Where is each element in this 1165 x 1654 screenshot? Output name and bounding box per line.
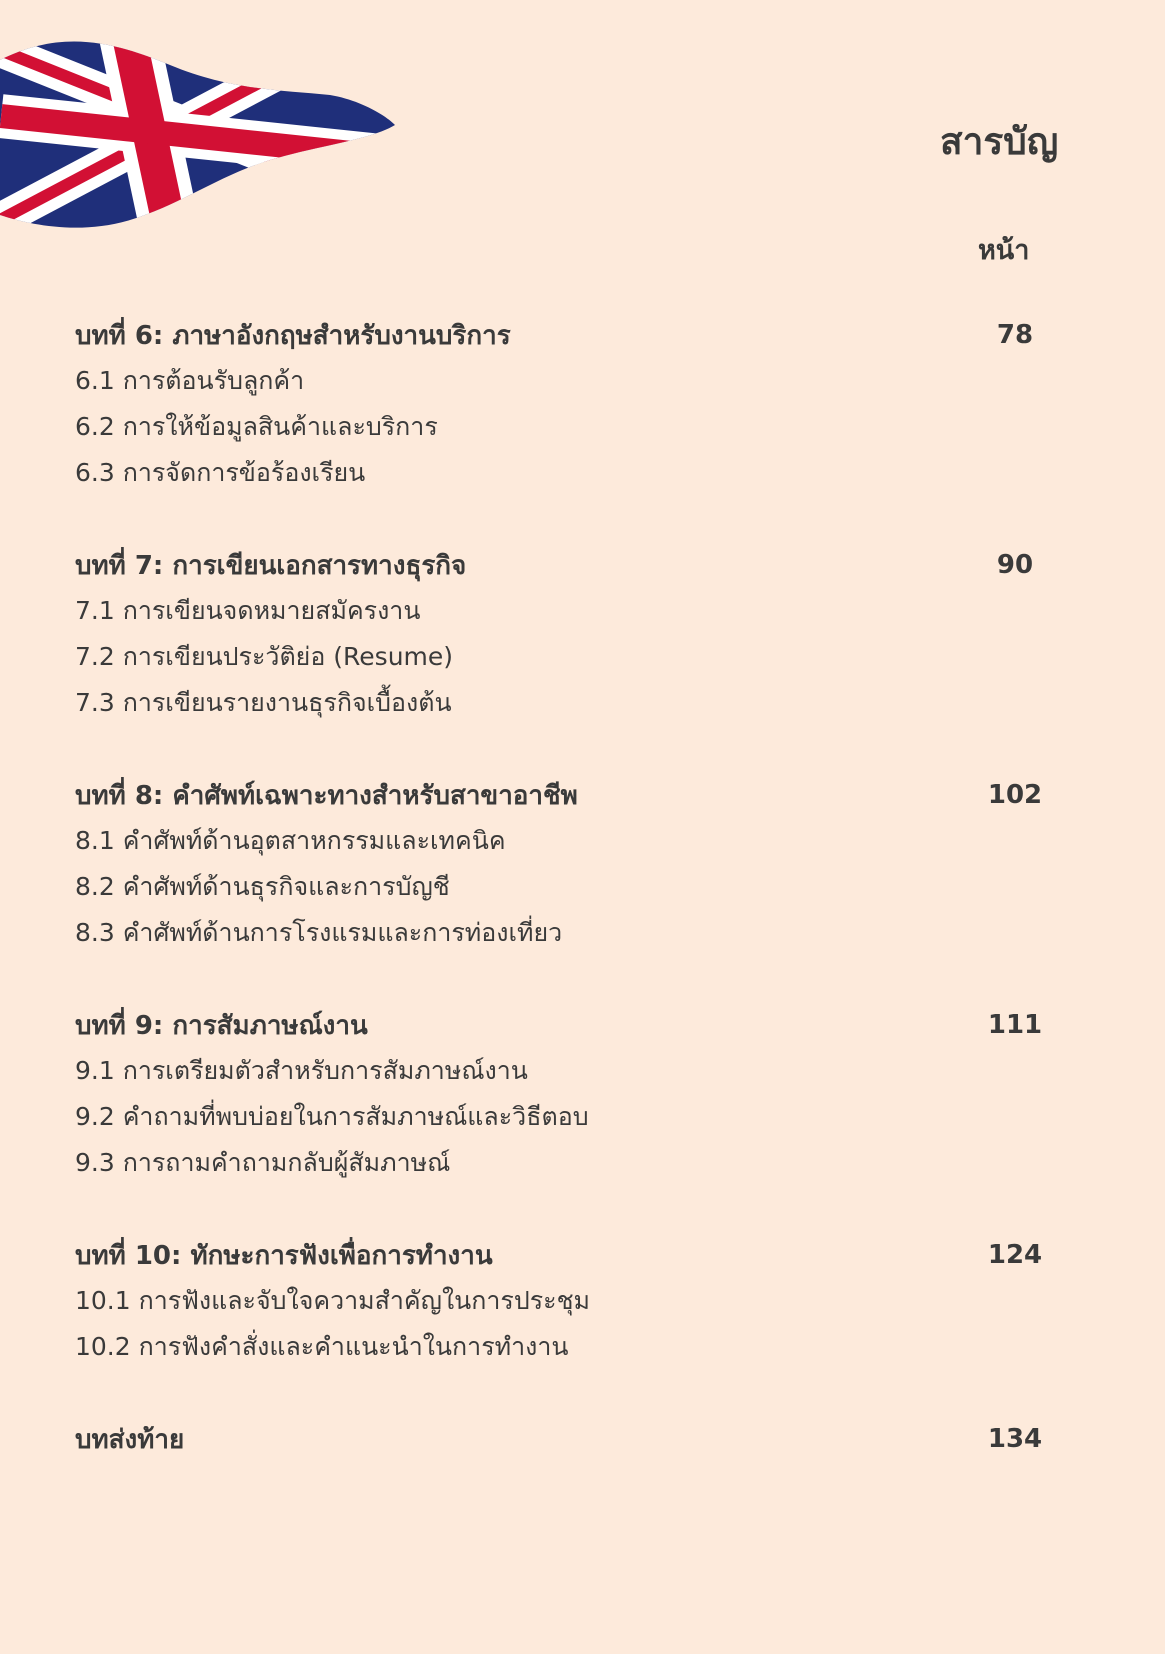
chapter-title[interactable]: บทที่ 9: การสัมภาษณ์งาน bbox=[75, 1010, 368, 1041]
section-item[interactable]: 10.2 การฟังคำสั่งและคำแนะนำในการทำงาน bbox=[75, 1332, 569, 1361]
chapter-10 bbox=[75, 1232, 1085, 1370]
chapter-6 bbox=[75, 312, 1085, 496]
section-item[interactable]: 7.1 การเขียนจดหมายสมัครงาน bbox=[75, 596, 421, 625]
section-item[interactable]: 8.1 คำศัพท์ด้านอุตสาหกรรมและเทคนิค bbox=[75, 826, 506, 855]
chapter-page-number: 124 bbox=[987, 1240, 1043, 1270]
chapter-title[interactable]: บทส่งท้าย bbox=[75, 1424, 185, 1455]
chapter-page-number: 90 bbox=[996, 550, 1034, 580]
section-item[interactable]: 10.1 การฟังและจับใจความสำคัญในการประชุม bbox=[75, 1286, 591, 1315]
chapter-page-number: 111 bbox=[987, 1010, 1043, 1040]
chapter-page-number: 134 bbox=[987, 1424, 1043, 1454]
section-item[interactable]: 6.2 การให้ข้อมูลสินค้าและบริการ bbox=[75, 412, 438, 441]
epilogue bbox=[75, 1416, 1085, 1462]
section-item[interactable]: 8.3 คำศัพท์ด้านการโรงแรมและการท่องเที่ยว bbox=[75, 918, 563, 947]
union-jack-flag-icon bbox=[0, 20, 400, 250]
page-column-label: หน้า bbox=[978, 235, 1030, 266]
section-item[interactable]: 9.3 การถามคำถามกลับผู้สัมภาษณ์ bbox=[75, 1148, 451, 1177]
table-of-contents bbox=[75, 312, 1085, 1508]
section-item[interactable]: 6.3 การจัดการข้อร้องเรียน bbox=[75, 458, 366, 487]
section-item[interactable]: 9.2 คำถามที่พบบ่อยในการสัมภาษณ์และวิธีตอบ bbox=[75, 1102, 589, 1131]
chapter-title[interactable]: บทที่ 8: คำศัพท์เฉพาะทางสำหรับสาขาอาชีพ bbox=[75, 780, 578, 811]
chapter-7 bbox=[75, 542, 1085, 726]
section-item[interactable]: 6.1 การต้อนรับลูกค้า bbox=[75, 366, 305, 395]
chapter-title[interactable]: บทที่ 7: การเขียนเอกสารทางธุรกิจ bbox=[75, 550, 467, 581]
chapter-9 bbox=[75, 1002, 1085, 1186]
section-item[interactable]: 9.1 การเตรียมตัวสำหรับการสัมภาษณ์งาน bbox=[75, 1056, 528, 1085]
section-item[interactable]: 8.2 คำศัพท์ด้านธุรกิจและการบัญชี bbox=[75, 872, 450, 901]
chapter-page-number: 78 bbox=[996, 320, 1034, 350]
chapter-title[interactable]: บทที่ 6: ภาษาอังกฤษสำหรับงานบริการ bbox=[75, 320, 511, 351]
chapter-8 bbox=[75, 772, 1085, 956]
section-item[interactable]: 7.2 การเขียนประวัติย่อ (Resume) bbox=[75, 642, 454, 671]
page-title: สารบัญ bbox=[940, 120, 1059, 163]
section-item[interactable]: 7.3 การเขียนรายงานธุรกิจเบื้องต้น bbox=[75, 688, 452, 717]
chapter-page-number: 102 bbox=[987, 780, 1043, 810]
chapter-title[interactable]: บทที่ 10: ทักษะการฟังเพื่อการทำงาน bbox=[75, 1240, 493, 1271]
